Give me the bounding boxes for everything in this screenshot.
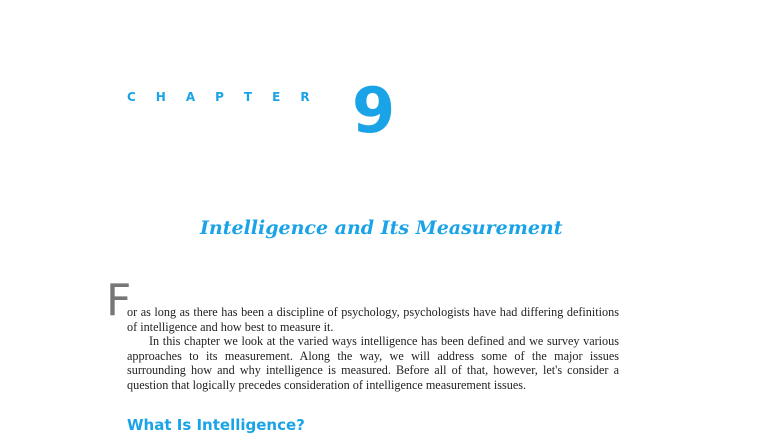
section-heading: What Is Intelligence?: [127, 416, 305, 434]
paragraph-1: or as long as there has been a discipline of psychology, psychologists have had differing definitions of intelligence and how best to measure it.: [127, 305, 619, 334]
chapter-label: CHAPTER: [127, 90, 330, 104]
chapter-title: Intelligence and Its Measurement: [200, 217, 563, 239]
paragraph-2: In this chapter we look at the varied ways intelligence has been defined and we survey various approaches to its measurement. Along the way, we will address some of the major issues surrounding how and why intelligence is measured. Before all of that, however, let's consider a question that logically precedes consideration of intelligence measurement issues.: [127, 334, 619, 392]
chapter-number: 9: [352, 74, 396, 147]
drop-cap: F: [106, 275, 132, 326]
body-text: [127, 305, 619, 393]
